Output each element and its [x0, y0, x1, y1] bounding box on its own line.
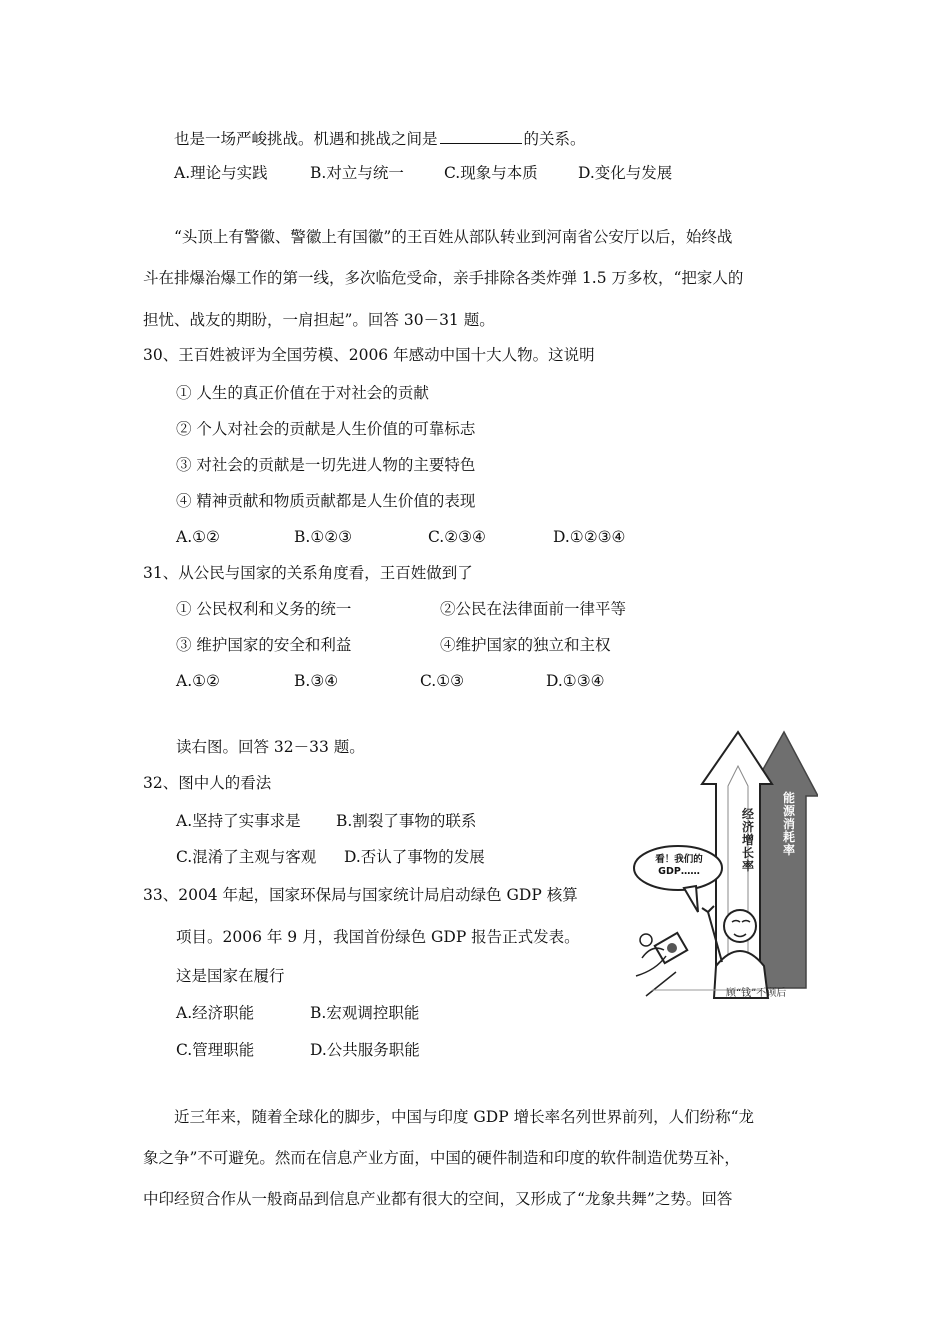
- q30-item-4: ④ 精神贡献和物质贡献都是人生价值的表现: [176, 492, 476, 510]
- energy-label-char-1: 能: [782, 791, 795, 805]
- q29-stem-text-before: 也是一场严峻挑战。机遇和挑战之间是: [174, 130, 438, 148]
- energy-label-char-3: 消: [782, 817, 795, 831]
- speech-line-2: GDP……: [658, 866, 700, 877]
- q30-item-2: ② 个人对社会的贡献是人生价值的可靠标志: [176, 420, 476, 438]
- q32-stem: 32、图中人的看法: [143, 774, 272, 792]
- q29-option-c[interactable]: C.现象与本质: [444, 164, 538, 182]
- q33-stem-line-1: 33、2004 年起，国家环保局与国家统计局启动绿色 GDP 核算: [143, 886, 578, 904]
- passage2-line-2: 象之争”不可避免。然而在信息产业方面，中国的硬件制造和印度的软件制造优势互补，: [143, 1149, 740, 1167]
- q31-option-d[interactable]: D.①③④: [546, 672, 605, 690]
- passage1-line-1: “头顶上有警徽、警徽上有国徽”的王百姓从部队转业到河南省公安厅以后，始终战: [174, 228, 733, 246]
- q29-option-a[interactable]: A.理论与实践: [174, 164, 268, 182]
- q31-option-c[interactable]: C.①③: [420, 672, 465, 690]
- growth-label-char-2: 济: [741, 820, 754, 834]
- q33-stem-line-3: 这是国家在履行: [176, 967, 285, 985]
- q33-option-d[interactable]: D.公共服务职能: [310, 1041, 420, 1059]
- q33-stem-line-2: 项目。2006 年 9 月，我国首份绿色 GDP 报告正式发表。: [176, 928, 580, 946]
- q29-stem-text-after: 的关系。: [523, 130, 586, 148]
- q33-option-c[interactable]: C.管理职能: [176, 1041, 255, 1059]
- q30-option-a[interactable]: A.①②: [176, 528, 220, 546]
- q31-item-3: ③ 维护国家的安全和利益: [176, 636, 352, 654]
- growth-label-char-3: 增: [741, 833, 754, 847]
- q32-option-d[interactable]: D.否认了事物的发展: [344, 848, 485, 866]
- energy-label-char-5: 率: [782, 843, 795, 857]
- energy-arrow-label: [780, 792, 798, 857]
- q30-item-1: ① 人生的真正价值在于对社会的贡献: [176, 384, 429, 402]
- q30-item-3: ③ 对社会的贡献是一切先进人物的主要特色: [176, 456, 476, 474]
- growth-arrow-label: [740, 808, 756, 873]
- gdp-cartoon: [632, 726, 818, 1004]
- cartoon-caption: 顾“钱”不顾后: [726, 988, 787, 999]
- q33-option-a[interactable]: A.经济职能: [176, 1004, 255, 1022]
- q32-option-b[interactable]: B.割裂了事物的联系: [336, 812, 477, 830]
- intro-q32-33: 读右图。回答 32－33 题。: [176, 738, 365, 756]
- growth-label-char-1: 经: [741, 807, 754, 821]
- passage2-line-3: 中印经贸合作从一般商品到信息产业都有很大的空间，又形成了“龙象共舞”之势。回答: [143, 1190, 733, 1208]
- q30-option-b[interactable]: B.①②③: [294, 528, 353, 546]
- answer-blank[interactable]: [440, 128, 522, 144]
- q31-item-2: ②公民在法律面前一律平等: [440, 600, 627, 618]
- q31-item-4: ④维护国家的独立和主权: [440, 636, 611, 654]
- speech-line-1: 看！我们的: [655, 854, 703, 865]
- q32-option-a[interactable]: A.坚持了实事求是: [176, 812, 301, 830]
- passage1-line-3: 担忧、战友的期盼，一肩担起”。回答 30－31 题。: [143, 311, 495, 329]
- q33-option-b[interactable]: B.宏观调控职能: [310, 1004, 420, 1022]
- passage2-line-1: 近三年来，随着全球化的脚步，中国与印度 GDP 增长率名列世界前列，人们纷称“龙: [174, 1108, 755, 1126]
- q32-option-c[interactable]: C.混淆了主观与客观: [176, 848, 317, 866]
- growth-label-char-5: 率: [741, 859, 754, 873]
- q30-option-c[interactable]: C.②③④: [428, 528, 486, 546]
- speech-bubble-text: [642, 854, 716, 878]
- energy-label-char-2: 源: [782, 804, 795, 818]
- q31-item-1: ① 公民权利和义务的统一: [176, 600, 352, 618]
- q30-option-d[interactable]: D.①②③④: [553, 528, 626, 546]
- q29-stem-continuation: [174, 128, 586, 150]
- q31-option-a[interactable]: A.①②: [176, 672, 220, 690]
- q31-stem: 31、从公民与国家的关系角度看，王百姓做到了: [143, 564, 473, 582]
- q29-option-d[interactable]: D.变化与发展: [578, 164, 673, 182]
- q31-option-b[interactable]: B.③④: [294, 672, 339, 690]
- growth-label-char-4: 长: [741, 846, 754, 860]
- q30-stem: 30、王百姓被评为全国劳模、2006 年感动中国十大人物。这说明: [143, 346, 595, 364]
- passage1-line-2: 斗在排爆治爆工作的第一线，多次临危受命，亲手排除各类炸弹 1.5 万多枚，“把家人的: [143, 269, 744, 287]
- energy-label-char-4: 耗: [782, 830, 795, 844]
- q29-option-b[interactable]: B.对立与统一: [310, 164, 404, 182]
